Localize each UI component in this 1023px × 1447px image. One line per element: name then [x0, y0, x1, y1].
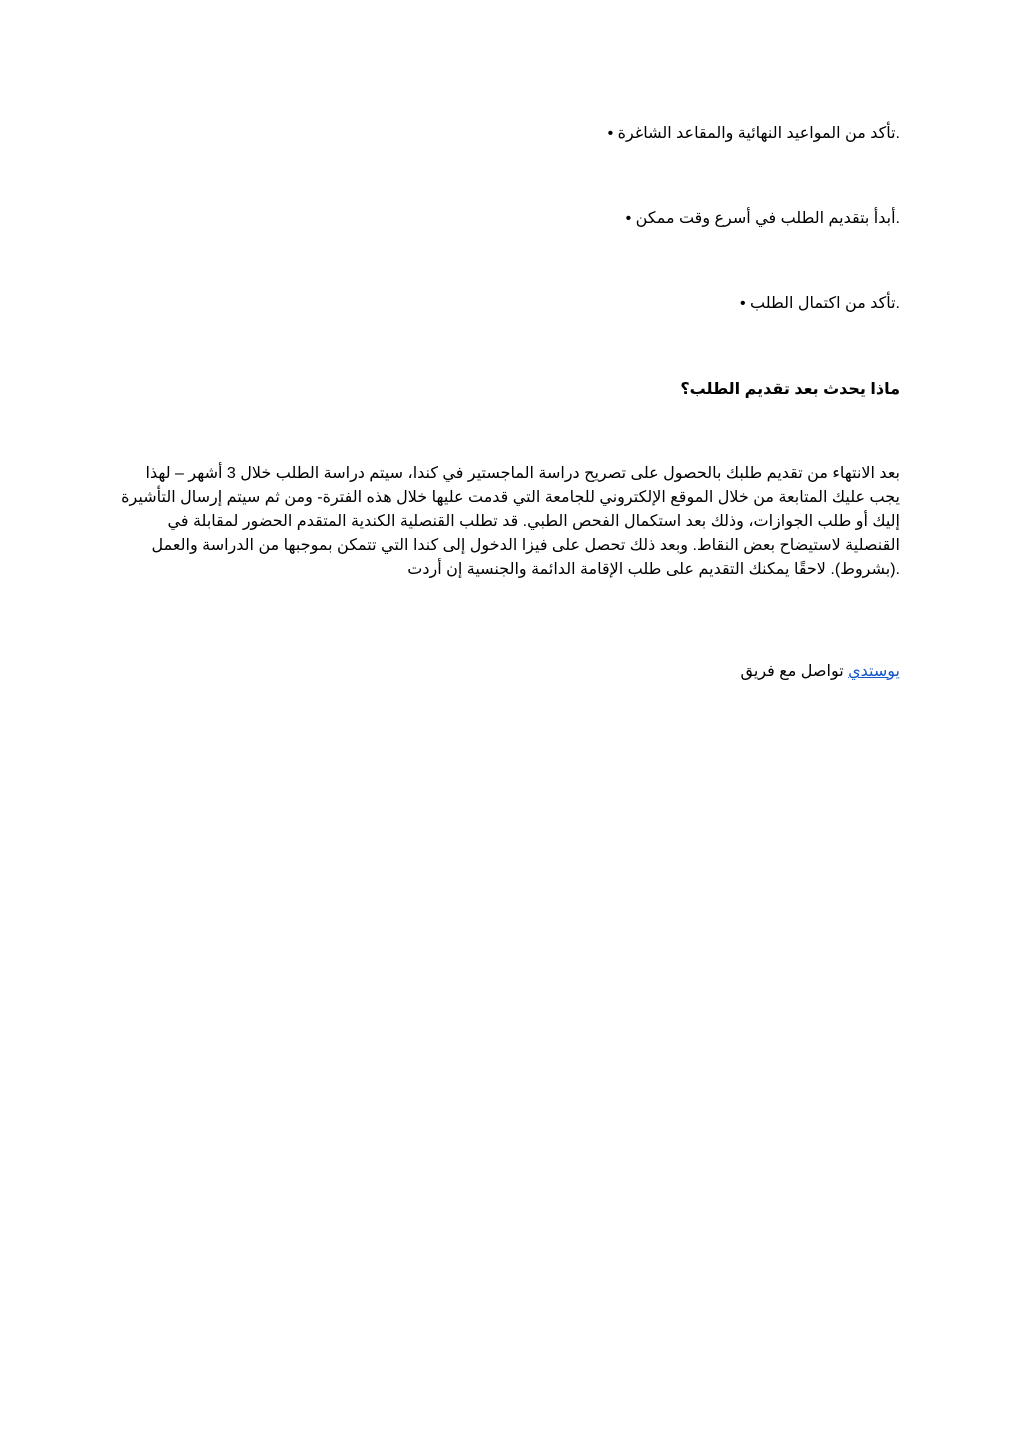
paragraph-line: .(بشروط). لاحقًا يمكنك التقديم على طلب الإقامة الدائمة والجنسية إن أردت — [407, 561, 900, 578]
paragraph-line: إليك أو طلب الجوازات، وذلك بعد استكمال الفحص الطبي. قد تطلب القنصلية الكندية المتقدم الحضور لمقابلة في — [167, 513, 900, 530]
bullet-marker: • — [625, 210, 632, 227]
paragraph-line: يجب عليك المتابعة من خلال الموقع الإلكتروني للجامعة التي قدمت عليها خلال هذه الفترة- ومن ثم سيتم إرسال التأشيرة — [121, 489, 900, 506]
bullet-item-complete-application — [734, 294, 900, 314]
paragraph-line: القنصلية لاستيضاح بعض النقاط. وبعد ذلك تحصل على فيزا الدخول إلى كندا التي تتمكن بموجبها من الدراسة والعمل — [151, 537, 900, 554]
bullet-marker: • — [607, 125, 614, 142]
yustudy-link[interactable]: يوستدي — [848, 663, 900, 680]
bullet-marker: • — [739, 295, 746, 312]
bullet-text: .تأكد من اكتمال الطلب — [750, 295, 900, 312]
paragraph-line: بعد الانتهاء من تقديم طلبك بالحصول على تصريح دراسة الماجستير في كندا، سيتم دراسة الطلب خلال 3 أشهر – لهذا — [145, 465, 900, 482]
section-heading: ماذا يحدث بعد تقديم الطلب؟ — [680, 381, 900, 398]
bullet-item-deadlines — [602, 124, 900, 144]
contact-text: تواصل مع فريق — [740, 663, 844, 680]
section-paragraph — [121, 462, 900, 582]
bullet-item-apply-early — [620, 209, 900, 229]
contact-line — [741, 662, 900, 682]
bullet-text: .أبدأ بتقديم الطلب في أسرع وقت ممكن — [635, 210, 900, 227]
bullet-text: .تأكد من المواعيد النهائية والمقاعد الشاغرة — [617, 125, 900, 142]
